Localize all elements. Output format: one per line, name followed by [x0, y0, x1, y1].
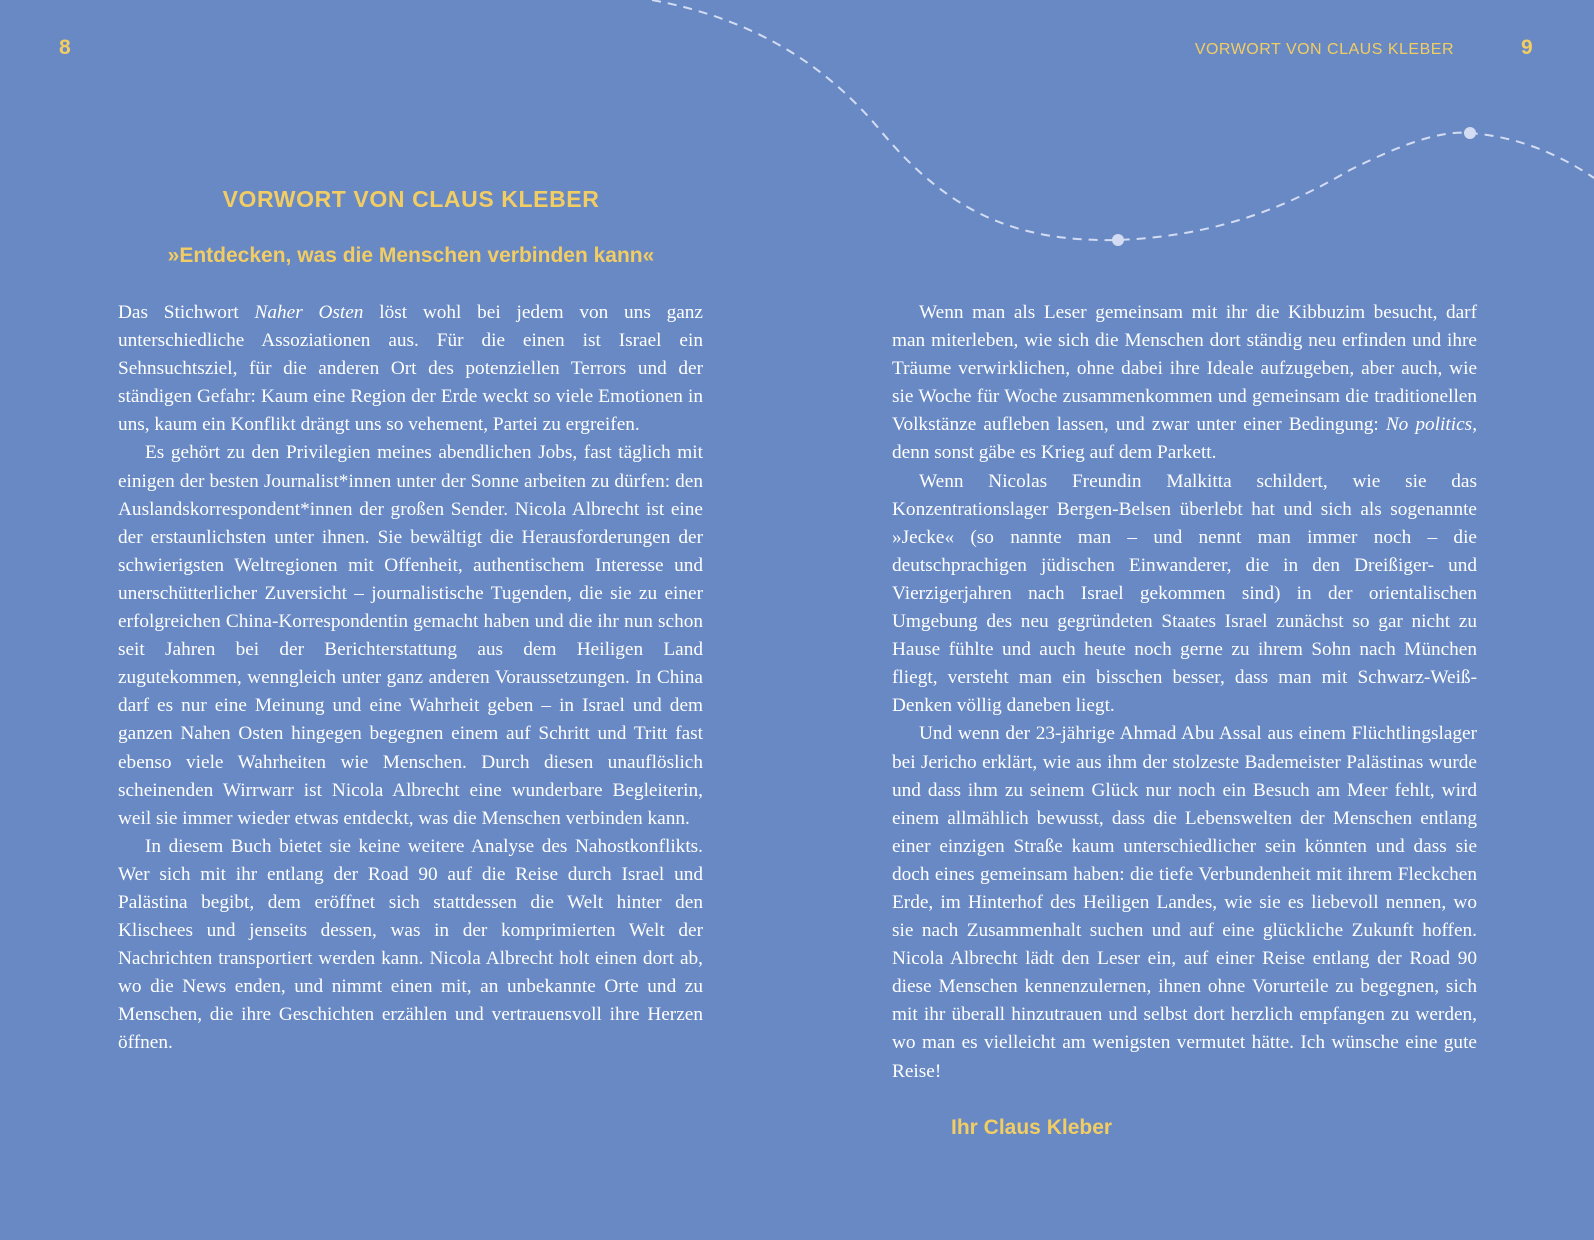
emphasis-text: No politics [1385, 414, 1473, 436]
paragraph: Das Stichwort Naher Osten löst wohl bei jedem von uns ganz unterschiedliche Assoziationen aus. Für die einen ist Israel ein Sehnsuchtsziel, für die anderen Ort des potenziellen Terrors und der ständigen Gefahr: Kaum eine Region der Erde weckt so viele Emotionen in uns, kaum ein Konflikt drängt uns so vehement, Partei zu ergreifen. [118, 302, 703, 436]
chapter-subtitle: »Entdecken, was die Menschen verbinden kann« [167, 244, 655, 267]
paragraph: Wenn Nicolas Freundin Malkitta schildert, wie sie das Konzentrationslager Bergen-Belsen überlebt hat und sich als sogenannte »Jecke« (so nannte man – und nennt man immer noch – die deutschprachigen jüdischen Einwanderer, die in den Dreißiger- und Vierzigerjahren nach Israel gekommen sind) in der orientalischen Umgebung des neu gegründeten Staates Israel zunächst so gar nicht zu Hause fühlte und auch heute noch gerne zu ihrem Sohn nach München fliegt, versteht man ein bisschen besser, dass man mit Schwarz-Weiß-Denken völlig daneben liegt. [892, 470, 1477, 717]
page-number-right: 9 [1521, 36, 1533, 59]
chapter-title: VORWORT VON CLAUS KLEBER [222, 186, 600, 212]
emphasis-text: Naher Osten [254, 302, 364, 323]
dashed-route-line [652, 0, 1594, 240]
route-waypoint-dot [1464, 127, 1476, 139]
paragraph: Es gehört zu den Privilegien meines abendlichen Jobs, fast täglich mit einigen der besten Journalist*innen unter der Sonne arbeiten zu dürfen: den Auslandskorrespondent*innen der großen Sender. Nicola Albrecht ist eine der erstaunlichsten unter ihnen. Sie bewältigt die Herausforderungen der schwierigsten Weltregionen mit Offenheit, authentischem Interesse und unerschütterlicher Zuversicht – journalistische Tugenden, die sie zu einer erfolgreichen China-Korrespondentin gemacht haben und die ihr nun schon seit Jahren bei der Berichterstattung aus dem Heiligen Land zugutekommen, wenngleich unter ganz anderen Voraussetzungen. In China darf es nur eine Meinung und eine Wahrheit geben – in Israel und dem ganzen Nahen Osten hingegen begegnen einem auf Schritt und Tritt fast ebenso viele Wahrheiten wie Menschen. Durch diesen unauflöslich scheinenden Wirrwarr ist Nicola Albrecht eine wunderbare Begleiterin, weil sie immer wieder etwas entdeckt, was die Menschen verbinden kann. [118, 442, 703, 829]
left-text-column [118, 299, 703, 1058]
paragraph: In diesem Buch bietet sie keine weitere Analyse des Nahostkonflikts. Wer sich mit ihr entlang der Road 90 auf die Reise durch Israel und Palästina begibt, dem eröffnet sich stattdessen die Welt hinter den Klischees und jenseits dessen, was in der komprimierten Welt der Nachrichten transportiert werden kann. Nicola Albrecht holt einen dort ab, wo die News enden, und nimmt einen mit, an unbekannte Orte und zu Menschen, die ihre Geschichten erzählen und vertrauensvoll ihre Herzen öffnen. [118, 835, 703, 1054]
right-text-column [892, 299, 1477, 1086]
signature: Ihr Claus Kleber [951, 1116, 1113, 1139]
route-waypoint-dot [1112, 234, 1124, 246]
page-number-left: 8 [59, 36, 71, 59]
paragraph: Wenn man als Leser gemeinsam mit ihr die Kibbuzim besucht, darf man miterleben, wie sich die Menschen dort ständig neu erfinden und ihre Träume verwirklichen, ohne dabei ihre Ideale aufzugeben, aber auch, wie sie Woche für Woche zusammenkommen und gemeinsam die traditionellen Volkstänze aufleben lassen, und zwar unter einer Bedingung: No politics, denn sonst gäbe es Krieg auf dem Parkett. [892, 302, 1478, 464]
paragraph: Und wenn der 23-jährige Ahmad Abu Assal aus einem Flüchtlingslager bei Jericho erklärt, wie aus ihm der stolzeste Bademeister Palästinas wurde und dass ihm zu seinem Glück nur noch ein Besuch am Meer fehlt, wird einem allmählich bewusst, dass die Lebenswelten der Menschen entlang einer einzigen Straße kaum unterschiedlicher sein könnten und dass sie doch eines gemeinsam haben: die tiefe Verbundenheit mit ihrem Fleckchen Erde, im Hinterhof des Heiligen Landes, wie sie es liebevoll nennen, wo sie nach Zusammenhalt suchen und auf eine glückliche Zukunft hoffen. Nicola Albrecht lädt den Leser ein, auf einer Reise entlang der Road 90 diese Menschen kennenzulernen, ihnen ohne Vorurteile zu begegnen, sich mit ihr überall hinzutrauen und selbst dort herzlich empfangen zu werden, wo man es vielleicht am wenigsten vermutet hätte. Ich wünsche eine gute Reise! [892, 723, 1477, 1082]
running-head: VORWORT VON CLAUS KLEBER [1194, 41, 1454, 58]
